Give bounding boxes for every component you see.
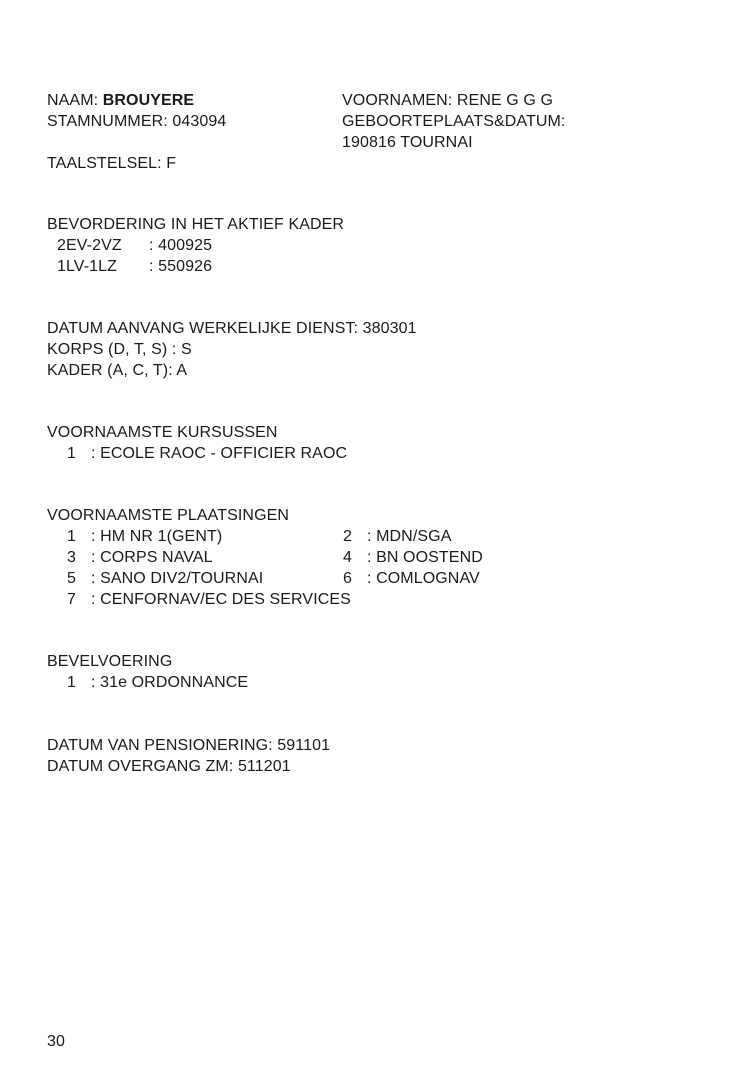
- plaatsing-item: [343, 568, 480, 589]
- bevelvoering-number: 1: [67, 674, 76, 691]
- geboorte-value: 190816 TOURNAI: [342, 134, 473, 151]
- taalstelsel-label: TAALSTELSEL:: [47, 155, 162, 172]
- bevelvoering-item: [67, 672, 248, 693]
- voornamen-line: [342, 90, 553, 111]
- plaatsing-item: [67, 568, 263, 589]
- plaatsing-item: [67, 589, 351, 610]
- plaatsing-text: : MDN/SGA: [367, 528, 452, 545]
- aanvang-dienst: DATUM AANVANG WERKELIJKE DIENST: 380301: [47, 320, 417, 337]
- plaatsing-number: 1: [67, 528, 76, 545]
- plaatsing-text: : SANO DIV2/TOURNAI: [91, 570, 264, 587]
- naam-value: BROUYERE: [102, 92, 195, 109]
- plaatsing-text: : HM NR 1(GENT): [91, 528, 223, 545]
- plaatsing-item: [67, 547, 213, 568]
- bevordering-title: BEVORDERING IN HET AKTIEF KADER: [47, 216, 345, 233]
- taalstelsel-value: F: [166, 155, 177, 172]
- kursus-number: 1: [67, 445, 76, 462]
- stamnummer-value: 043094: [172, 113, 227, 130]
- bevordering-row: [57, 256, 212, 277]
- page-number: 30: [47, 1033, 65, 1050]
- bevordering-row: [57, 235, 212, 256]
- bevelvoering-text: : 31e ORDONNANCE: [91, 674, 249, 691]
- kursus-item: [67, 443, 347, 464]
- plaatsing-item: [67, 526, 222, 547]
- stamnummer-line: [47, 111, 226, 132]
- naam-label: NAAM:: [47, 92, 99, 109]
- plaatsing-number: 7: [67, 591, 76, 608]
- plaatsing-number: 5: [67, 570, 76, 587]
- plaatsing-item: [343, 547, 483, 568]
- korps: KORPS (D, T, S) : S: [47, 341, 192, 358]
- geboorte-label: GEBOORTEPLAATS&DATUM:: [342, 113, 566, 130]
- plaatsing-item: [343, 526, 451, 547]
- bevelvoering-title: BEVELVOERING: [47, 653, 173, 670]
- plaatsingen-title: VOORNAAMSTE PLAATSINGEN: [47, 507, 290, 524]
- taalstelsel-line: [47, 153, 176, 174]
- plaatsing-number: 2: [343, 528, 352, 545]
- plaatsing-text: : BN OOSTEND: [367, 549, 483, 566]
- naam-line: [47, 90, 194, 111]
- kader: KADER (A, C, T): A: [47, 362, 188, 379]
- plaatsing-number: 3: [67, 549, 76, 566]
- voornamen-label: VOORNAMEN:: [342, 92, 453, 109]
- plaatsing-number: 6: [343, 570, 352, 587]
- kursus-text: : ECOLE RAOC - OFFICIER RAOC: [91, 445, 348, 462]
- voornamen-value: RENE G G G: [456, 92, 554, 109]
- overgang-date: DATUM OVERGANG ZM: 511201: [47, 758, 291, 775]
- plaatsing-text: : CORPS NAVAL: [91, 549, 213, 566]
- plaatsing-number: 4: [343, 549, 352, 566]
- plaatsing-text: : CENFORNAV/EC DES SERVICES: [91, 591, 351, 608]
- stamnummer-label: STAMNUMMER:: [47, 113, 168, 130]
- bevordering-rank: 1LV-1LZ: [57, 258, 117, 275]
- bevordering-rank: 2EV-2VZ: [57, 237, 122, 254]
- kursussen-title: VOORNAAMSTE KURSUSSEN: [47, 424, 278, 441]
- bevordering-date: : 550926: [149, 258, 213, 275]
- pensionering-date: DATUM VAN PENSIONERING: 591101: [47, 737, 331, 754]
- plaatsing-text: : COMLOGNAV: [367, 570, 480, 587]
- bevordering-date: : 400925: [149, 237, 213, 254]
